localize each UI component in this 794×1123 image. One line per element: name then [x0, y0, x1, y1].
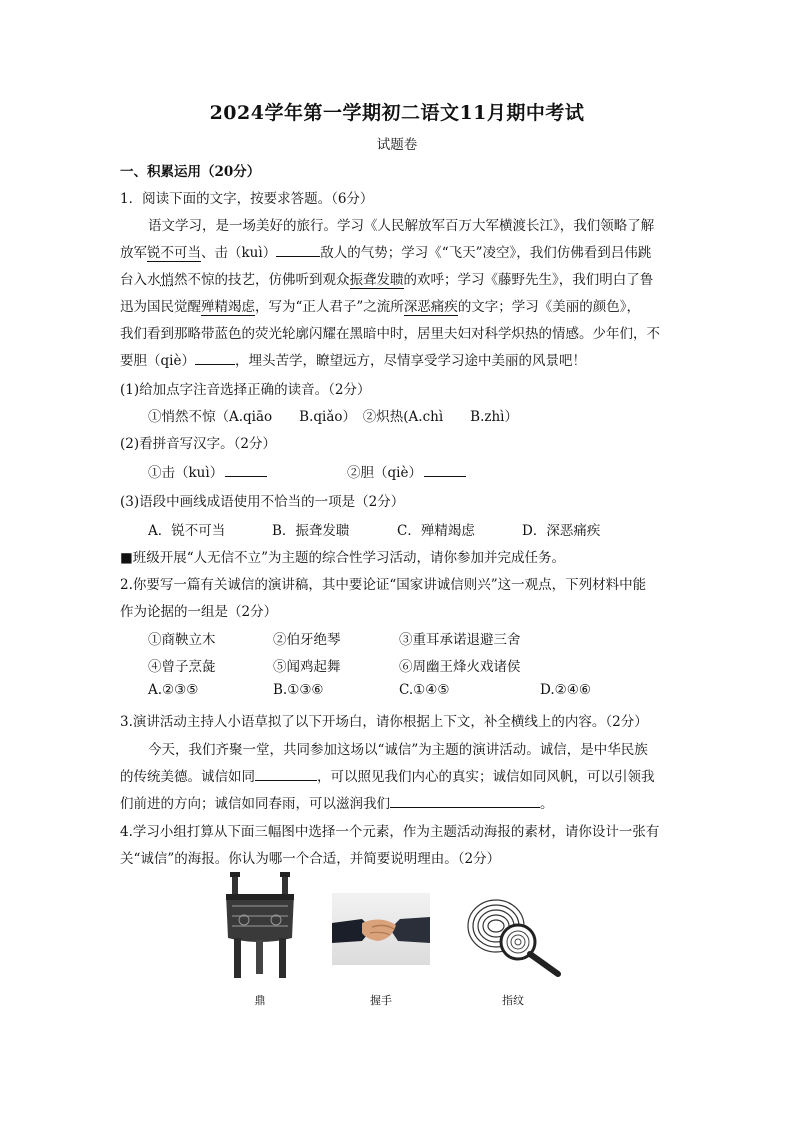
q2-opt-c[interactable]: C.①④⑤ [399, 682, 450, 698]
q1-sub2-item2 [347, 461, 466, 481]
text: 要胆（qiè） [120, 353, 195, 369]
text: 的文字；学习《美丽的颜色》， [457, 299, 641, 315]
q1-opt-b[interactable]: B．振聋发聩 [272, 523, 350, 539]
underlined-idiom: 深恶痛疾 [403, 299, 458, 315]
q1-para-line2 [120, 241, 651, 261]
q2-item: ③重耳承诺退避三舍 [399, 632, 521, 648]
q3-para-line1: 今天，我们齐聚一堂，共同参加这场以“诚信”为主题的演讲活动。诚信，是中华民族 [148, 742, 648, 758]
page-subtitle: 试题卷 [376, 137, 418, 153]
section-heading: 一、积累运用（20分） [120, 164, 261, 180]
answer-blank[interactable] [424, 464, 466, 477]
text: ①击（kuì） [148, 465, 224, 481]
text: 然不惊的技艺，仿佛听到观众 [174, 272, 350, 288]
q3-stem: 3.演讲活动主持人小语草拟了以下开场白，请你根据上下文，补全横线上的内容。（2分） [120, 714, 648, 730]
q1-opt-d[interactable]: D．深恶痛疾 [522, 523, 601, 539]
q3-para-line3 [120, 792, 554, 812]
q1-sub1-options: ①悄然不惊（A.qiāo B.qiǎo） ②炽热(A.chì B.zhì） [148, 409, 518, 425]
text: 。 [540, 796, 554, 812]
q2-item: ⑥周幽王烽火戏诸侯 [399, 659, 521, 675]
dotted-char: 悄 [160, 272, 174, 288]
page-title: 2024学年第一学期初二语文11月期中考试 [209, 102, 585, 124]
q1-stem: 1．阅读下面的文字，按要求答题。（6分） [120, 191, 374, 207]
q4-stem-line2: 关“诚信”的海报。你认为哪一个合适，并简要说明理由。（2分） [120, 851, 501, 867]
answer-blank[interactable] [195, 352, 235, 365]
answer-blank[interactable] [255, 768, 317, 781]
text: 迅为国民觉醒 [120, 299, 201, 315]
q1-para-line4 [120, 295, 640, 315]
q2-stem-line2: 作为论据的一组是（2分） [120, 604, 278, 620]
q3-para-line2 [120, 765, 655, 785]
text: ②胆（qiè） [347, 465, 422, 481]
q1-sub2: (2)看拼音写汉字。（2分） [120, 436, 276, 452]
text: ，埋头苦学，瞭望远方，尽情享受学习途中美丽的风景吧！ [234, 353, 586, 369]
q1-para-line1: 语文学习，是一场美好的旅行。学习《人民解放军百万大军横渡长江》，我们领略了解 [148, 218, 655, 234]
q1-sub1: (1)给加点字注音选择正确的读音。（2分） [120, 382, 371, 398]
q2-item: ④曾子烹彘 [148, 659, 216, 675]
underlined-idiom: 锐不可当 [147, 245, 201, 261]
activity-intro: ■班级开展“人无信不立”为主题的综合性学习活动，请你参加并完成任务。 [120, 550, 566, 566]
caption-ding: 鼎 [254, 994, 266, 1007]
text: ，写为“正人君子”之流所 [255, 299, 404, 315]
text: 们前进的方向；诚信如同春雨，可以滋润我们 [120, 796, 390, 812]
q1-sub3: (3)语段中画线成语使用不恰当的一项是（2分） [120, 494, 405, 510]
handshake-image [332, 893, 430, 965]
text: 敌人的气势；学习《“飞天”凌空》，我们仿佛看到吕伟跳 [320, 245, 652, 261]
q2-stem-line1: 2.你要写一篇有关诚信的演讲稿，其中要论证“国家讲诚信则兴”这一观点，下列材料中能 [120, 577, 647, 593]
q2-opt-d[interactable]: D.②④⑥ [540, 682, 591, 698]
caption-handshake: 握手 [370, 994, 392, 1007]
q4-stem-line1: 4.学习小组打算从下面三幅图中选择一个元素，作为主题活动海报的素材，请你设计一张有 [120, 824, 660, 840]
q2-opt-b[interactable]: B.①③⑥ [273, 682, 324, 698]
ding-image [222, 872, 298, 982]
text: 的传统美德。诚信如同 [120, 769, 255, 785]
q2-opt-a[interactable]: A.②③⑤ [148, 682, 199, 698]
underlined-idiom: 振聋发聩 [349, 272, 404, 288]
q1-para-line3 [120, 268, 653, 288]
text: 、击（kuì） [201, 245, 277, 261]
text: 放军 [120, 245, 147, 261]
answer-blank[interactable] [276, 244, 320, 257]
q1-para-line6 [120, 349, 586, 369]
q1-opt-a[interactable]: A．锐不可当 [148, 523, 226, 539]
text: 的欢呼；学习《藤野先生》，我们明白了鲁 [403, 272, 654, 288]
caption-fingerprint: 指纹 [502, 994, 524, 1007]
underlined-idiom: 殚精竭虑 [201, 299, 255, 315]
q1-para-line5: 我们看到那略带蓝色的荧光轮廓闪耀在黑暗中时，居里夫妇对科学炽热的情感。少年们，不 [120, 326, 660, 342]
q1-opt-c[interactable]: C．殚精竭虑 [397, 523, 475, 539]
text: ，可以照见我们内心的真实；诚信如同风帆，可以引领我 [317, 769, 655, 785]
q2-item: ②伯牙绝琴 [273, 632, 341, 648]
q2-item: ⑤闻鸡起舞 [273, 659, 341, 675]
q2-item: ①商鞅立木 [148, 632, 216, 648]
answer-blank[interactable] [390, 795, 540, 808]
answer-blank[interactable] [225, 464, 267, 477]
text: 台入水 [120, 272, 161, 288]
q1-sub2-item1 [148, 461, 267, 481]
fingerprint-image [462, 896, 570, 978]
